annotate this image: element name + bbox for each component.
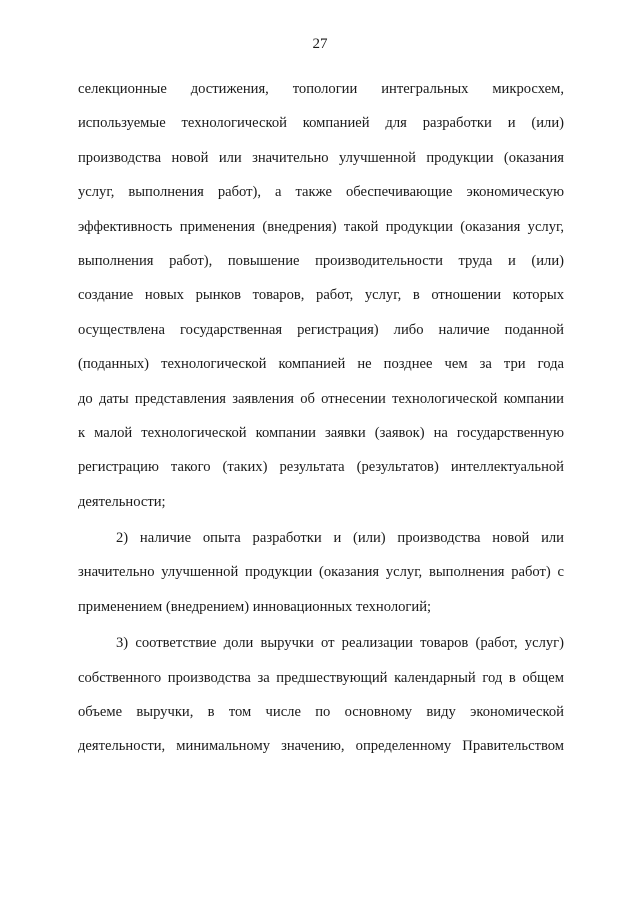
text-line: производства новой или значительно улучшенной продукции (оказания — [78, 149, 564, 166]
text-line: создание новых рынков товаров, работ, услуг, в отношении которых — [78, 287, 564, 304]
text-line: объеме выручки, в том числе по основному виду экономической — [78, 704, 564, 721]
document-body — [78, 72, 564, 764]
text-line: эффективность применения (внедрения) такой продукции (оказания услуг, — [78, 218, 564, 235]
text-line: собственного производства за предшествующий календарный год в общем — [78, 669, 564, 686]
text-line: выполнения работ), повышение производительности труда и (или) — [78, 252, 564, 269]
text-line: селекционные достижения, топологии интегральных микросхем, — [78, 81, 564, 97]
text-line: деятельности, минимальному значению, определенному Правительством — [78, 738, 564, 755]
text-line: осуществлена государственная регистрация) либо наличие поданной — [78, 321, 564, 338]
text-line: регистрацию такого (таких) результата (результатов) интеллектуальной — [78, 459, 564, 476]
text-line: (поданных) технологической компанией не позднее чем за три года — [78, 356, 564, 373]
text-line: значительно улучшенной продукции (оказания услуг, выполнения работ) с — [78, 564, 564, 581]
text-line: деятельности; — [78, 493, 166, 510]
list-item-3-line: 3) соответствие доли выручки от реализации товаров (работ, услуг) — [116, 635, 564, 652]
text-line: применением (внедрением) инновационных технологий; — [78, 598, 432, 615]
text-line: к малой технологической компании заявки (заявок) на государственную — [78, 424, 564, 441]
text-line: используемые технологической компанией для разработки и (или) — [78, 115, 564, 132]
text-line: услуг, выполнения работ), а также обеспечивающие экономическую — [78, 184, 564, 201]
list-item-2-line: 2) наличие опыта разработки и (или) производства новой или — [116, 530, 564, 547]
page-number: 27 — [312, 36, 328, 52]
text-line: до даты представления заявления об отнесении технологической компании — [78, 390, 564, 407]
